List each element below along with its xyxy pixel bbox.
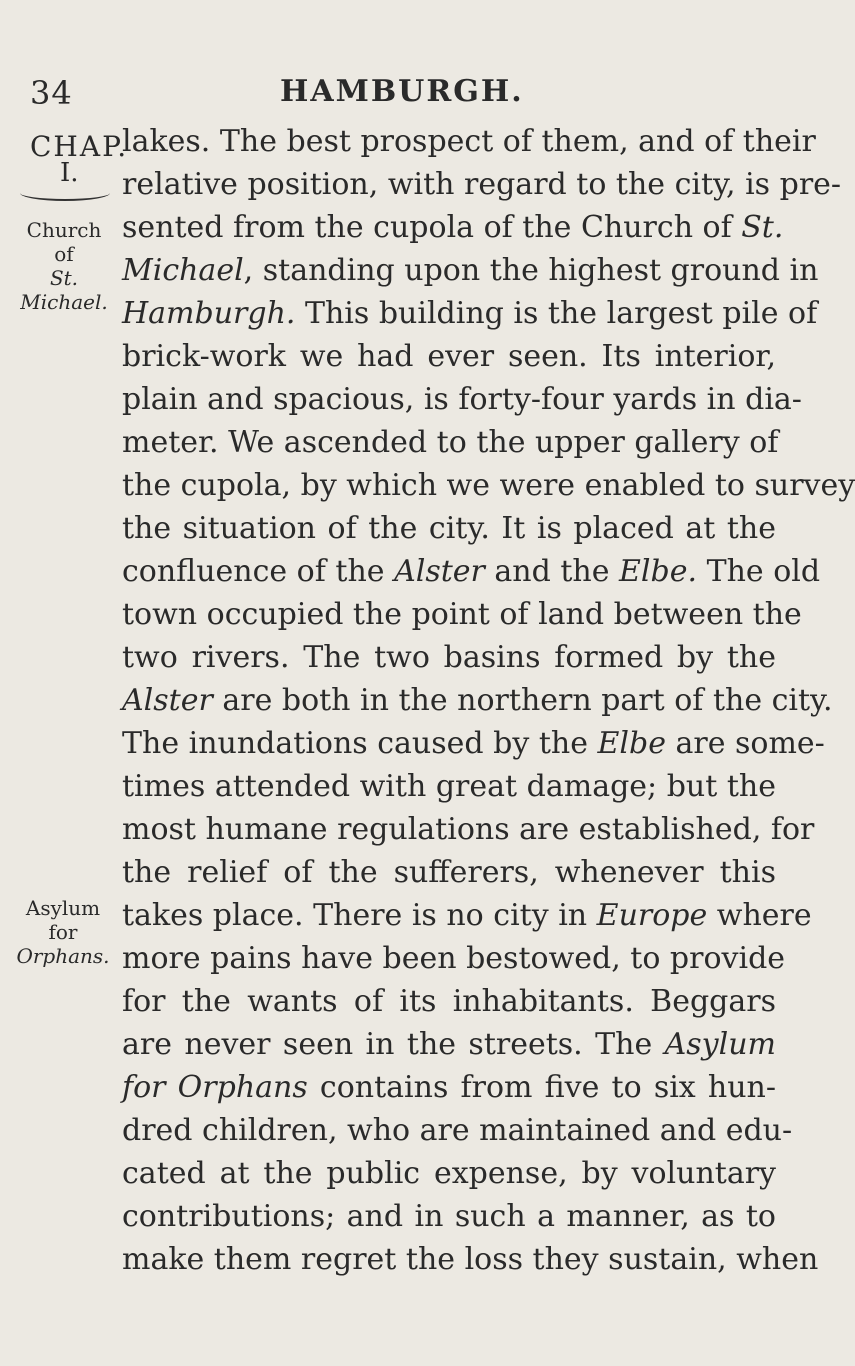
body-text (122, 120, 855, 1281)
text-line: Hamburgh. This building is the largest pile of (122, 296, 818, 331)
text-line: meter. We ascended to the upper gallery of (122, 425, 779, 460)
text-line: the situation of the city. It is placed at the (122, 511, 776, 546)
text-line: are never seen in the streets. The Asylum (122, 1027, 776, 1062)
margin-note-church-line2: St. Michael. (20, 266, 108, 314)
text-line: for Orphans contains from five to six hun- (122, 1070, 776, 1105)
chapter-label: CHAP. (30, 130, 129, 163)
text-line: Michael, standing upon the highest ground in (122, 253, 819, 288)
text-line: the cupola, by which we were enabled to survey (122, 468, 855, 503)
margin-note-church (18, 218, 110, 314)
text-line: takes place. There is no city in Europe where (122, 898, 812, 933)
chapter-number: I. (60, 158, 79, 188)
text-line: plain and spacious, is forty-four yards in dia- (122, 382, 802, 417)
text-line: confluence of the Alster and the Elbe. The old (122, 554, 821, 589)
margin-note-asylum-line1: Asylum for (25, 896, 101, 944)
margin-note-church-line1: Church of (26, 218, 102, 266)
text-line: The inundations caused by the Elbe are some- (122, 726, 825, 761)
text-line: cated at the public expense, by voluntary (122, 1156, 776, 1191)
text-line: more pains have been bestowed, to provide (122, 941, 786, 976)
text-line: the relief of the sufferers, whenever this (122, 855, 776, 890)
text-line: sented from the cupola of the Church of St. (122, 210, 784, 245)
text-line: times attended with great damage; but the (122, 769, 776, 804)
chapter-brace (20, 185, 110, 201)
text-line: most humane regulations are established, for (122, 812, 815, 847)
running-head: HAMBURGH. (280, 74, 524, 109)
text-line: for the wants of its inhabitants. Beggars (122, 984, 776, 1019)
page-number: 34 (30, 74, 73, 112)
margin-note-asylum-line2: Orphans. (16, 944, 110, 968)
text-line: town occupied the point of land between the (122, 597, 802, 632)
text-line: brick-work we had ever seen. Its interior, (122, 339, 776, 374)
text-line: dred children, who are maintained and edu- (122, 1113, 793, 1148)
margin-note-asylum (14, 896, 112, 968)
text-line: contributions; and in such a manner, as to (122, 1199, 776, 1234)
text-line: lakes. The best prospect of them, and of their (122, 124, 816, 159)
text-line: Alster are both in the northern part of the city. (122, 683, 833, 718)
text-line: two rivers. The two basins formed by the (122, 640, 776, 675)
text-line: relative position, with regard to the city, is pre- (122, 167, 842, 202)
text-line: make them regret the loss they sustain, when (122, 1242, 819, 1277)
